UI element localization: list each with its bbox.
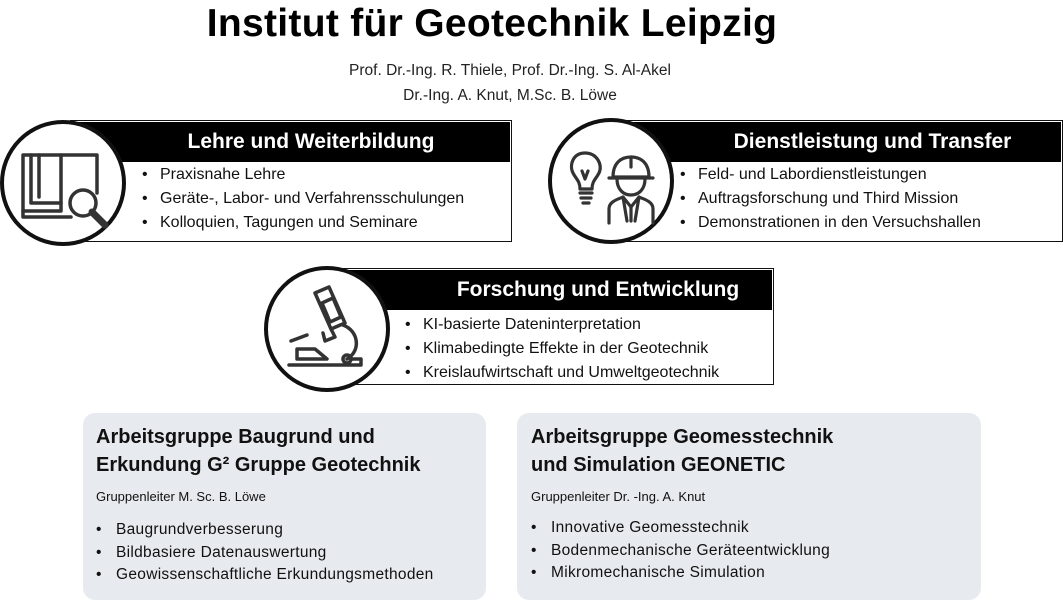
people-line-1: Prof. Dr.-Ing. R. Thiele, Prof. Dr.-Ing. S. Al-Akel bbox=[349, 62, 671, 79]
group-baugrund-leader: Gruppenleiter M. Sc. B. Löwe bbox=[96, 489, 266, 504]
list-item: • Mikromechanische Simulation bbox=[531, 562, 830, 585]
list-item: • Geräte-, Labor- und Verfahrensschulungen bbox=[142, 187, 464, 211]
section-dienstleistung-list bbox=[680, 163, 981, 235]
group-geomesstechnik-leader: Gruppenleiter Dr. -Ing. A. Knut bbox=[531, 489, 706, 504]
list-item: • Baugrundverbesserung bbox=[96, 519, 434, 542]
section-lehre-list bbox=[142, 163, 464, 235]
list-item: • Auftragsforschung und Third Mission bbox=[680, 187, 981, 211]
section-forschung-list bbox=[405, 313, 719, 385]
section-dienstleistung-title: Dienstleistung und Transfer bbox=[733, 130, 1012, 153]
list-item: • Demonstrationen in den Versuchshallen bbox=[680, 211, 981, 235]
group-baugrund-list bbox=[96, 519, 434, 587]
lightbulb-engineer-icon bbox=[561, 131, 661, 231]
list-item: • Klimabedingte Effekte in der Geotechnik bbox=[405, 337, 719, 361]
list-item: • Innovative Geomesstechnik bbox=[531, 517, 830, 540]
people-line-2: Dr.-Ing. A. Knut, M.Sc. B. Löwe bbox=[403, 87, 617, 104]
book-magnifier-icon bbox=[13, 133, 113, 233]
section-forschung-title: Forschung und Entwicklung bbox=[456, 278, 740, 301]
group-baugrund-title-line1: Arbeitsgruppe Baugrund und bbox=[96, 426, 375, 448]
list-item: • Feld- und Labordienstleistungen bbox=[680, 163, 981, 187]
group-baugrund-title-line2: Erkundung G² Gruppe Geotechnik bbox=[96, 454, 421, 476]
microscope-icon bbox=[277, 279, 377, 379]
list-item: • Kreislaufwirtschaft und Umweltgeotechnik bbox=[405, 361, 719, 385]
page-title: Institut für Geotechnik Leipzig bbox=[206, 2, 778, 45]
section-forschung-icon-circle bbox=[264, 266, 390, 392]
list-item: • Praxisnahe Lehre bbox=[142, 163, 464, 187]
group-geomesstechnik-title-line2: und Simulation GEONETIC bbox=[531, 454, 786, 476]
group-baugrund-card bbox=[83, 413, 486, 600]
list-item: • Kolloquien, Tagungen und Seminare bbox=[142, 211, 464, 235]
section-lehre-header bbox=[72, 122, 510, 162]
list-item: • KI-basierte Dateninterpretation bbox=[405, 313, 719, 337]
section-lehre-title: Lehre und Weiterbildung bbox=[187, 130, 435, 153]
section-lehre-icon-circle bbox=[0, 120, 126, 246]
section-forschung-header bbox=[334, 270, 772, 310]
list-item: • Geowissenschaftliche Erkundungsmethoden bbox=[96, 564, 434, 587]
list-item: • Bildbasiere Datenauswertung bbox=[96, 542, 434, 565]
section-dienstleistung-header bbox=[614, 122, 1061, 162]
group-geomesstechnik-list bbox=[531, 517, 830, 585]
group-geomesstechnik-title-line1: Arbeitsgruppe Geomesstechnik bbox=[531, 426, 834, 448]
list-item: • Bodenmechanische Geräteentwicklung bbox=[531, 540, 830, 563]
group-geomesstechnik-card bbox=[517, 413, 981, 600]
section-dienstleistung-icon-circle bbox=[548, 118, 674, 244]
